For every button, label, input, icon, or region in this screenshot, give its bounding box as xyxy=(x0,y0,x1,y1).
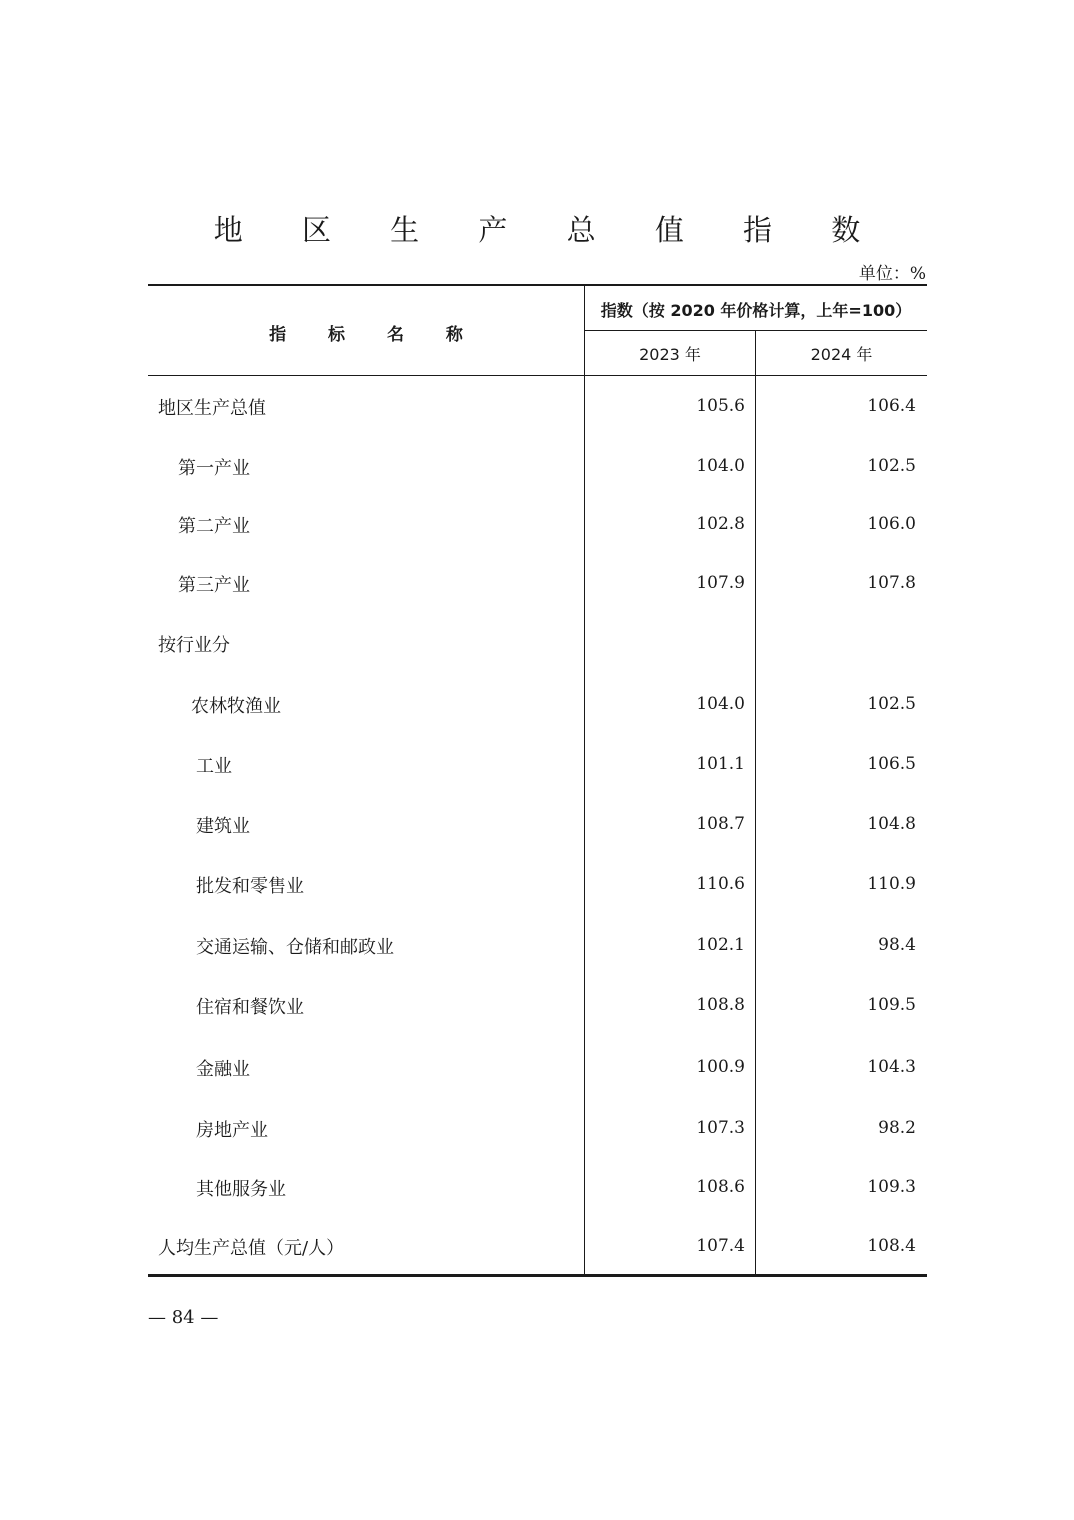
row-value-2024: 106.5 xyxy=(867,754,916,774)
row-value-2023: 107.3 xyxy=(696,1118,745,1138)
header-indicator-name: 指 标 名 称 xyxy=(269,325,481,345)
row-value-2024: 109.5 xyxy=(867,995,916,1015)
row-value-2024: 107.8 xyxy=(867,573,916,593)
row-label: 农林牧渔业 xyxy=(191,696,281,717)
row-label: 工业 xyxy=(196,756,232,777)
row-label: 房地产业 xyxy=(196,1120,268,1141)
row-value-2023: 102.1 xyxy=(696,935,745,955)
row-value-2024: 102.5 xyxy=(867,456,916,476)
row-value-2023: 107.9 xyxy=(696,573,745,593)
row-label: 第二产业 xyxy=(178,516,250,537)
row-value-2024: 106.4 xyxy=(867,396,916,416)
row-label: 人均生产总值（元/人） xyxy=(158,1238,345,1259)
row-value-2024: 98.4 xyxy=(878,935,916,955)
row-value-2024: 109.3 xyxy=(867,1177,916,1197)
row-value-2024: 110.9 xyxy=(867,874,916,894)
row-value-2024: 106.0 xyxy=(867,514,916,534)
row-label: 第一产业 xyxy=(178,458,250,479)
row-label: 第三产业 xyxy=(178,575,250,596)
row-value-2024: 108.4 xyxy=(867,1236,916,1256)
row-value-2023: 102.8 xyxy=(696,514,745,534)
page-title: 地 区 生 产 总 值 指 数 xyxy=(213,213,886,247)
row-value-2023: 104.0 xyxy=(696,694,745,714)
row-value-2023: 100.9 xyxy=(696,1057,745,1077)
row-label: 金融业 xyxy=(196,1059,250,1080)
row-value-2023: 104.0 xyxy=(696,456,745,476)
row-value-2024: 104.3 xyxy=(867,1057,916,1077)
row-value-2023: 105.6 xyxy=(696,396,745,416)
header-year-2023: 2023 年 xyxy=(639,345,701,364)
row-label: 交通运输、仓储和邮政业 xyxy=(196,937,394,958)
row-value-2024: 102.5 xyxy=(867,694,916,714)
row-value-2024: 104.8 xyxy=(867,814,916,834)
unit-label: 单位：% xyxy=(858,264,926,284)
row-label: 住宿和餐饮业 xyxy=(196,997,304,1018)
row-label: 地区生产总值 xyxy=(158,398,266,419)
header-index-group: 指数（按 2020 年价格计算，上年=100） xyxy=(600,301,912,320)
row-value-2023: 108.7 xyxy=(696,814,745,834)
row-value-2023: 110.6 xyxy=(696,874,745,894)
row-value-2023: 108.6 xyxy=(696,1177,745,1197)
page-number: — 84 — xyxy=(148,1307,219,1328)
row-label: 建筑业 xyxy=(196,816,250,837)
row-value-2024: 98.2 xyxy=(878,1118,916,1138)
row-value-2023: 101.1 xyxy=(696,754,745,774)
header-year-2024: 2024 年 xyxy=(810,345,873,364)
row-label: 批发和零售业 xyxy=(196,876,304,897)
row-value-2023: 107.4 xyxy=(696,1236,745,1256)
row-label: 按行业分 xyxy=(158,635,230,656)
row-value-2023: 108.8 xyxy=(696,995,745,1015)
row-label: 其他服务业 xyxy=(196,1179,286,1200)
